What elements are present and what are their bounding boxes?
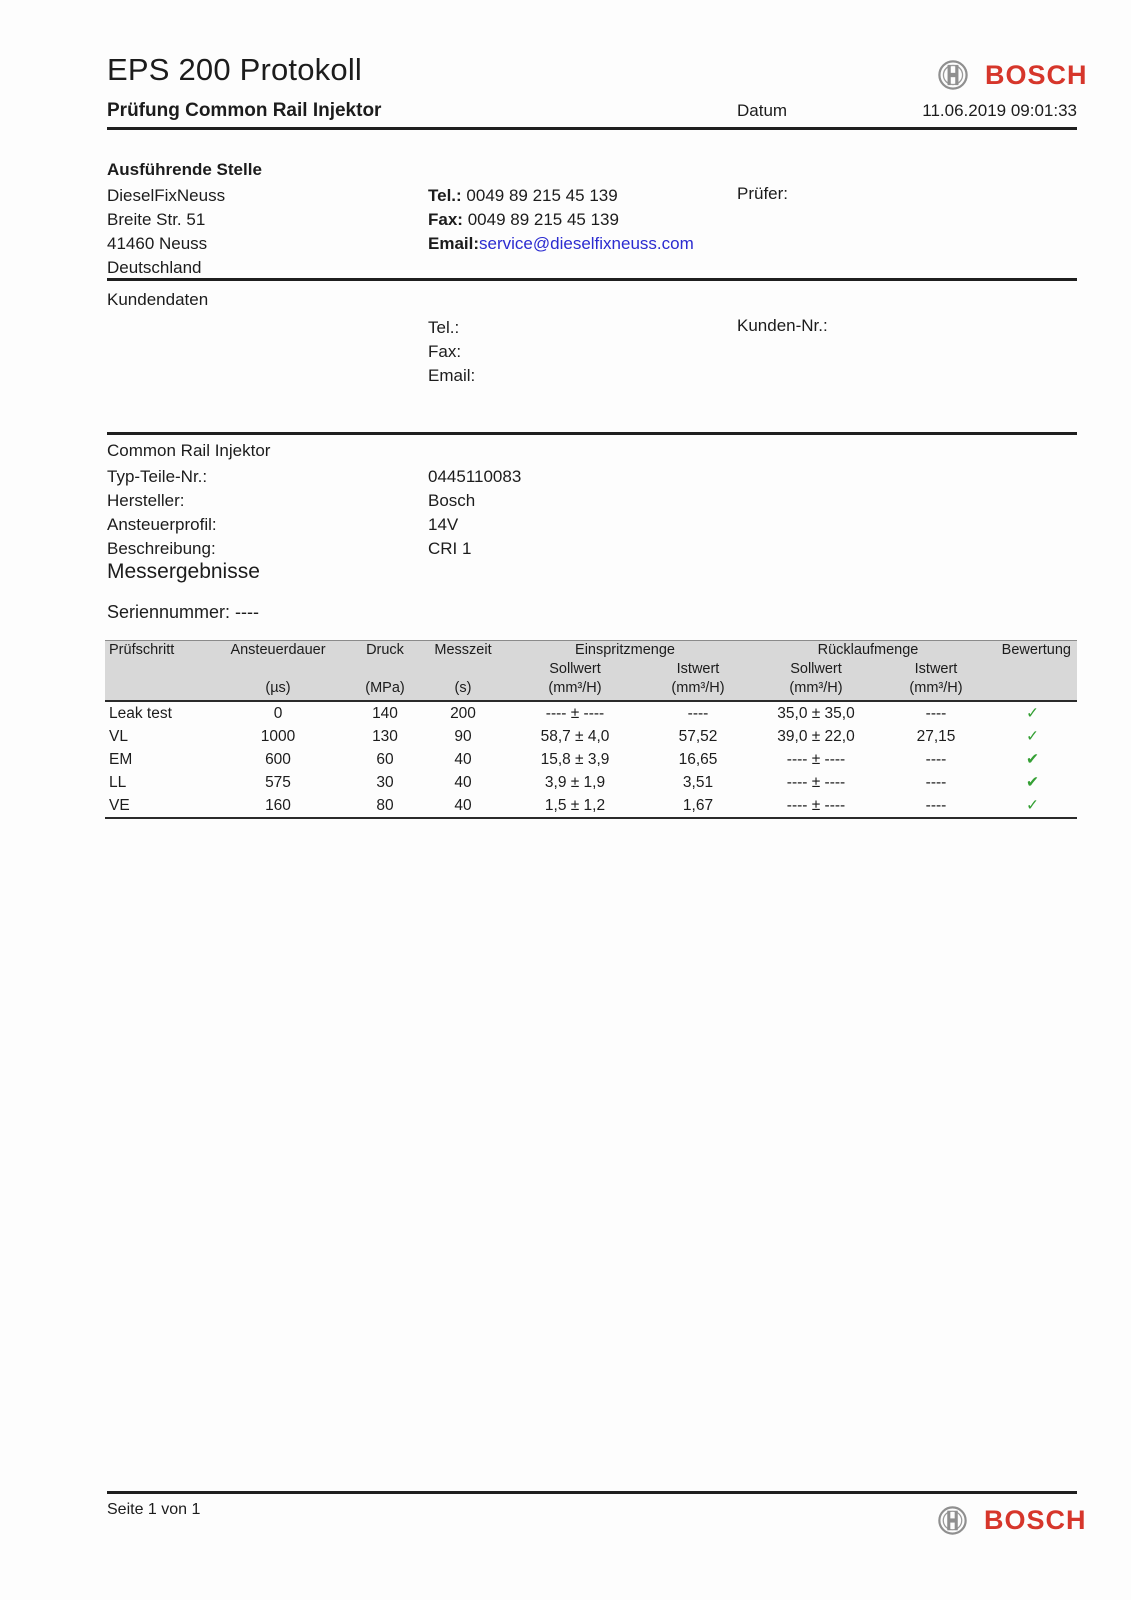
- cell-einspritz-sollwert: 3,9 ± 1,9: [544, 774, 606, 791]
- footer-divider: [107, 1491, 1077, 1494]
- cell-druck: 130: [372, 728, 398, 745]
- customer-number-label: Kunden-Nr.:: [737, 316, 828, 335]
- pass-check-icon: ✓: [1026, 727, 1039, 745]
- cell-pruefschritt: Leak test: [109, 705, 172, 722]
- date-label: Datum: [737, 101, 788, 120]
- issuer-fax-label: Fax:: [428, 210, 463, 229]
- table-row: [105, 794, 1077, 818]
- pass-check-icon: ✔: [1026, 773, 1039, 791]
- cell-druck: 80: [346, 794, 424, 818]
- injector-field-value: CRI 1: [428, 539, 472, 558]
- bosch-wordmark: BOSCH: [984, 1505, 1087, 1535]
- header-divider: [107, 127, 1077, 130]
- col-ruecklaufmenge: Rücklaufmenge: [748, 641, 988, 661]
- customer-heading: Kundendaten: [107, 290, 209, 309]
- date-value: 11.06.2019 09:01:33: [922, 101, 1077, 120]
- table-row: [105, 701, 1077, 725]
- results-heading: Messergebnisse: [107, 560, 260, 583]
- issuer-tel-line: [428, 184, 694, 208]
- pass-check-icon: ✓: [988, 794, 1077, 818]
- col-druck: Druck: [346, 641, 424, 661]
- unit-mm3h: (mm³/H): [502, 679, 648, 701]
- cell-ruecklauf-sollwert: 39,0 ± 22,0: [777, 728, 855, 745]
- cell-ruecklauf-istwert: ----: [884, 794, 988, 818]
- injector-field-row: [107, 537, 887, 561]
- cell-ansteuerdauer: 1000: [260, 728, 296, 745]
- injector-field-label: Hersteller:: [107, 491, 185, 510]
- unit-mm3h: (mm³/H): [648, 679, 748, 701]
- cell-einspritz-istwert: ----: [687, 705, 709, 722]
- subcol-istwert: Istwert: [676, 661, 720, 677]
- customer-contact: [428, 316, 475, 388]
- table-header: [105, 641, 1077, 702]
- col-pruefschritt: Prüfschritt: [105, 641, 210, 661]
- issuer-tel-value: 0049 89 215 45 139: [466, 186, 618, 205]
- issuer-city: 41460 Neuss: [107, 234, 208, 253]
- customer-email-label: Email:: [428, 366, 476, 385]
- injector-field-row: [107, 465, 887, 489]
- table-row: [105, 771, 1077, 794]
- cell-ruecklauf-istwert: ----: [925, 751, 947, 768]
- table-row: [105, 748, 1077, 771]
- cell-pruefschritt: VL: [109, 728, 128, 745]
- issuer-name: DieselFixNeuss: [107, 186, 226, 205]
- pass-check-icon: ✔: [1026, 750, 1039, 768]
- issuer-email-line: [428, 232, 694, 256]
- page-title: EPS 200 Protokoll: [107, 52, 362, 87]
- injector-field-row: [107, 489, 887, 513]
- issuer-street: Breite Str. 51: [107, 210, 206, 229]
- cell-ruecklauf-sollwert: ---- ± ----: [786, 774, 846, 791]
- injector-field-value: 14V: [428, 515, 459, 534]
- cell-messzeit: 40: [454, 751, 472, 768]
- cell-ruecklauf-sollwert: ---- ± ----: [748, 794, 884, 818]
- cell-pruefschritt: EM: [109, 751, 133, 768]
- issuer-contact: [428, 184, 694, 256]
- serial-number-line: Seriennummer: ----: [107, 602, 260, 622]
- injector-fields: [107, 465, 887, 561]
- cell-einspritz-sollwert: 1,5 ± 1,2: [502, 794, 648, 818]
- bosch-wordmark: BOSCH: [985, 59, 1088, 90]
- cell-einspritz-istwert: 57,52: [678, 728, 718, 745]
- cell-messzeit: 90: [454, 728, 472, 745]
- injector-field-label: Typ-Teile-Nr.:: [107, 467, 208, 486]
- cell-druck: 30: [376, 774, 394, 791]
- issuer-email-label: Email:: [428, 234, 480, 253]
- cell-messzeit: 200: [450, 705, 476, 722]
- bosch-armature-icon: [938, 1506, 967, 1535]
- cell-einspritz-istwert: 16,65: [678, 751, 718, 768]
- injector-field-row: [107, 513, 887, 537]
- issuer-address: [107, 184, 225, 280]
- cell-ansteuerdauer: 575: [265, 774, 291, 791]
- customer-tel-label: Tel.:: [428, 318, 460, 337]
- cell-einspritz-sollwert: 15,8 ± 3,9: [540, 751, 610, 768]
- subcol-sollwert: Sollwert: [790, 661, 842, 677]
- issuer-fax-line: [428, 208, 694, 232]
- cell-ruecklauf-istwert: ----: [925, 705, 947, 722]
- cell-ruecklauf-sollwert: ---- ± ----: [786, 751, 846, 768]
- cell-einspritz-sollwert: 58,7 ± 4,0: [540, 728, 610, 745]
- cell-pruefschritt: VE: [105, 794, 210, 818]
- unit-s: (s): [424, 679, 502, 701]
- issuer-tel-label: Tel.:: [428, 186, 462, 205]
- customer-fax-label: Fax:: [428, 342, 462, 361]
- col-einspritzmenge: Einspritzmenge: [502, 641, 748, 661]
- cell-einspritz-istwert: 3,51: [682, 774, 714, 791]
- cell-messzeit: 40: [424, 794, 502, 818]
- examiner-label: Prüfer:: [737, 184, 789, 203]
- injector-field-value: 0445110083: [428, 467, 522, 486]
- page-number: Seite 1 von 1: [107, 1501, 201, 1518]
- bosch-armature-icon: [938, 60, 968, 90]
- cell-einspritz-istwert: 1,67: [648, 794, 748, 818]
- injector-field-value: Bosch: [428, 491, 476, 510]
- pass-check-icon: ✓: [1026, 704, 1039, 722]
- cell-ansteuerdauer: 600: [265, 751, 291, 768]
- cell-druck: 140: [372, 705, 398, 722]
- subcol-sollwert: Sollwert: [549, 661, 601, 677]
- issuer-heading: Ausführende Stelle: [107, 160, 262, 179]
- issuer-divider: [107, 278, 1077, 281]
- bosch-logo-footer: [938, 1506, 1087, 1535]
- injector-field-label: Beschreibung:: [107, 539, 216, 558]
- col-ansteuerdauer: Ansteuerdauer: [210, 641, 346, 661]
- issuer-country: Deutschland: [107, 258, 202, 277]
- col-messzeit: Messzeit: [424, 641, 502, 661]
- subcol-istwert: Istwert: [914, 661, 958, 677]
- issuer-email-link[interactable]: service@dieselfixneuss.com: [479, 234, 694, 253]
- cell-einspritz-sollwert: ---- ± ----: [545, 705, 605, 722]
- cell-druck: 60: [376, 751, 394, 768]
- injector-field-label: Ansteuerprofil:: [107, 515, 217, 534]
- cell-ruecklauf-sollwert: 35,0 ± 35,0: [777, 705, 855, 722]
- injector-heading: Common Rail Injektor: [107, 441, 271, 460]
- cell-ansteuerdauer: 0: [273, 705, 283, 722]
- issuer-fax-value: 0049 89 215 45 139: [467, 210, 619, 229]
- bosch-logo-header: [938, 60, 1088, 90]
- unit-us: (µs): [210, 679, 346, 701]
- cell-ruecklauf-istwert: 27,15: [916, 728, 956, 745]
- table-row: [105, 725, 1077, 748]
- cell-ruecklauf-istwert: ----: [925, 774, 947, 791]
- injector-divider: [107, 432, 1077, 435]
- cell-pruefschritt: LL: [109, 774, 127, 791]
- unit-mm3h: (mm³/H): [884, 679, 988, 701]
- cell-messzeit: 40: [454, 774, 472, 791]
- col-bewertung: Bewertung: [988, 641, 1077, 661]
- cell-ansteuerdauer: 160: [210, 794, 346, 818]
- measurement-table: [105, 640, 1077, 819]
- unit-mpa: (MPa): [346, 679, 424, 701]
- unit-mm3h: (mm³/H): [748, 679, 884, 701]
- document-subtitle: Prüfung Common Rail Injektor: [107, 100, 382, 121]
